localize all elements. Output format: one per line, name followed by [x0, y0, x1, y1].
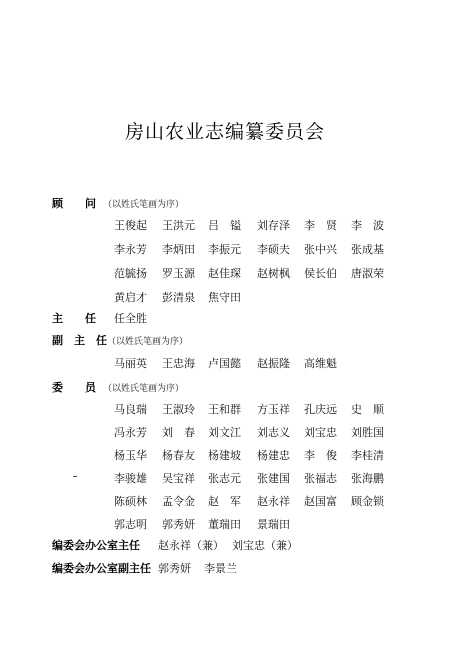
member-name: 史 顺 — [351, 403, 384, 416]
name-row — [0, 447, 450, 463]
member-name: 赵佳琛 — [208, 267, 241, 280]
member-name: 赵树枫 — [257, 267, 290, 280]
member-name: 顾金锁 — [351, 495, 384, 508]
member-name: 郭志明 — [114, 518, 147, 531]
member-name: 冯永芳 — [114, 426, 147, 439]
member-name: 李永芳 — [114, 243, 147, 256]
member-name: 张成基 — [351, 243, 384, 256]
member-name: 李炳田 — [162, 243, 195, 256]
member-name: 彭清泉 — [162, 291, 195, 304]
name-row — [0, 217, 450, 233]
member-name: 马良瑞 — [114, 403, 147, 416]
member-name: 陈硕林 — [114, 495, 147, 508]
page-title: 房山农业志编纂委员会 — [124, 121, 325, 143]
member-name: 刘文江 — [208, 426, 241, 439]
member-name: 李 俊 — [304, 449, 337, 462]
fuzhuren-sort-note: （以姓氏笔画为序） — [107, 337, 189, 347]
office-director-label: 编委会办公室主任 — [52, 539, 140, 552]
member-name: 董瑞田 — [208, 518, 241, 531]
member-name: 李骏雄 — [114, 472, 147, 485]
member-name: 郭秀妍 — [162, 518, 195, 531]
member-name: 张福志 — [304, 472, 337, 485]
member-name: 王淑玲 — [162, 403, 195, 416]
member-name: 范毓扬 — [114, 267, 147, 280]
member-name: 唐淑荣 — [351, 267, 384, 280]
office-deputy-label: 编委会办公室副主任 — [52, 562, 151, 575]
member-name: 吴宝祥 — [162, 472, 195, 485]
member-name: 黄启才 — [114, 291, 147, 304]
guwen-label: 顾 问 — [52, 197, 96, 210]
member-name: 刘 春 — [162, 426, 195, 439]
member-name: 张建国 — [257, 472, 290, 485]
member-name: 李硕夫 — [257, 243, 290, 256]
member-name: 王洪元 — [162, 219, 195, 232]
fuzhuren-label: 副 主 任 — [52, 334, 107, 347]
name-row — [0, 493, 450, 509]
weiyuan-label: 委 员 — [52, 381, 96, 394]
member-name: 杨玉华 — [114, 449, 147, 462]
member-name: 刘胜国 — [351, 426, 384, 439]
office-director-name: 赵永祥（兼） — [158, 539, 224, 552]
member-name: 赵永祥 — [257, 495, 290, 508]
member-name: 焦守田 — [208, 291, 241, 304]
name-row — [0, 355, 450, 371]
member-name: 刘志义 — [257, 426, 290, 439]
office-deputy-name: 李景兰 — [204, 562, 237, 575]
member-name: 杨建忠 — [257, 449, 290, 462]
stray-mark — [73, 476, 77, 477]
weiyuan-sort-note: （以姓氏笔画为序） — [103, 384, 185, 394]
member-name: 卢国懿 — [208, 357, 241, 370]
guwen-sort-note: （以姓氏笔画为序） — [103, 200, 185, 210]
member-name: 张海鹏 — [351, 472, 384, 485]
member-name: 马丽英 — [114, 357, 147, 370]
name-row — [0, 289, 450, 305]
member-name: 孔庆远 — [304, 403, 337, 416]
member-name: 李振元 — [208, 243, 241, 256]
member-name: 李桂清 — [351, 449, 384, 462]
member-name: 王俊起 — [114, 219, 147, 232]
member-name: 杨春友 — [162, 449, 195, 462]
member-name: 赵 军 — [208, 495, 241, 508]
member-name: 孟令金 — [162, 495, 195, 508]
office-deputy-name: 郭秀妍 — [158, 562, 191, 575]
member-name: 杨建坡 — [208, 449, 241, 462]
member-name: 侯长伯 — [304, 267, 337, 280]
member-name: 景瑞田 — [257, 518, 290, 531]
name-row — [0, 470, 450, 486]
member-name: 王和群 — [208, 403, 241, 416]
member-name: 方玉祥 — [257, 403, 290, 416]
member-name: 赵国富 — [304, 495, 337, 508]
member-name: 张中兴 — [304, 243, 337, 256]
member-name: 吕 镒 — [208, 219, 241, 232]
member-name: 赵振隆 — [257, 357, 290, 370]
member-name: 李 贤 — [304, 219, 337, 232]
name-row — [0, 401, 450, 417]
member-name: 刘存泽 — [257, 219, 290, 232]
name-row — [0, 516, 450, 532]
zhuren-name: 任全胜 — [114, 312, 147, 325]
member-name: 张志元 — [208, 472, 241, 485]
member-name: 刘宝忠 — [304, 426, 337, 439]
member-name: 李 波 — [351, 219, 384, 232]
member-name: 罗玉源 — [162, 267, 195, 280]
office-director-name: 刘宝忠（兼） — [232, 539, 298, 552]
name-row — [0, 424, 450, 440]
name-row — [0, 241, 450, 257]
member-name: 高维魁 — [304, 357, 337, 370]
name-row — [0, 265, 450, 281]
member-name: 王忠海 — [162, 357, 195, 370]
zhuren-label: 主 任 — [52, 312, 96, 325]
